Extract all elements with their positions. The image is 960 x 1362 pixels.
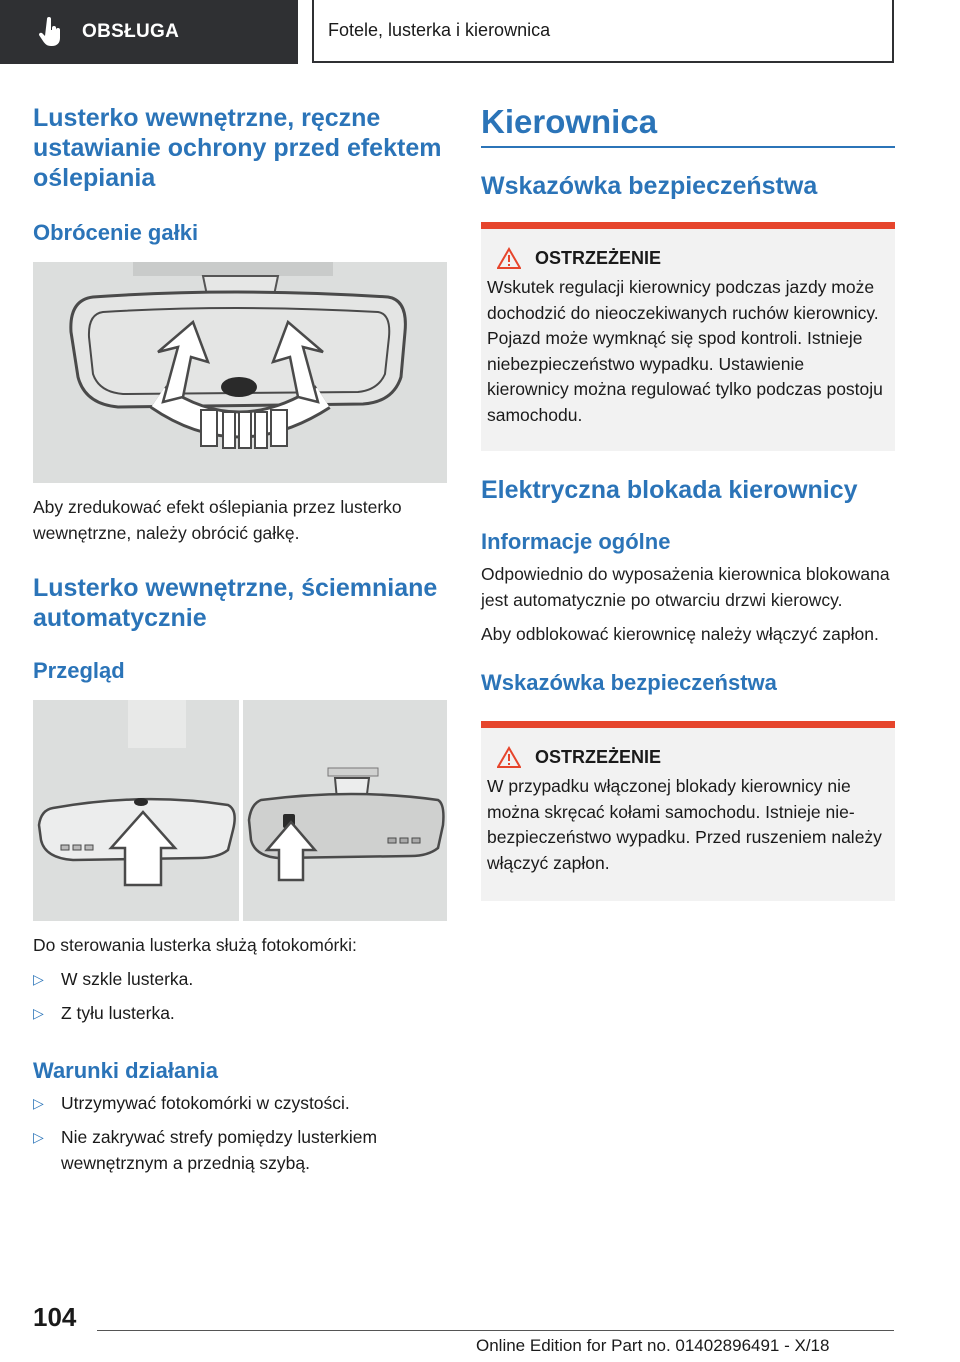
warning-box-2 — [481, 728, 895, 901]
paragraph-auto-lock: Odpowiednio do wyposażenia kierownica blokowana jest automatycznie po otwarciu drzwi kierowcy. — [481, 564, 890, 610]
triangle-bullet-icon: ▷ — [33, 971, 44, 987]
section-tab[interactable] — [0, 0, 298, 64]
pointing-hand-icon — [38, 17, 64, 47]
left-column — [33, 100, 447, 1184]
triangle-bullet-icon: ▷ — [33, 1005, 44, 1021]
warning-text: Wskutek regulacji kierownicy podczas jazdy może dochodzić do nieoczekiwanych ruchów kierownicy. Pojazd może wymknąć się spod kontroli. Istnieje niebezpieczeństwo wypadku. Ustawienie kierownicy można regulować tylko podczas postoju samochodu. — [487, 277, 883, 425]
list-item: ▷ Utrzymywać fotokomórki w czystości. — [33, 1090, 447, 1116]
warning-triangle-icon — [497, 746, 521, 768]
figure-auto-mirror — [33, 700, 447, 921]
heading-safety-note-2: Wskazówka bezpieczeństwa — [481, 670, 777, 695]
subheading-general-info: Informacje ogólne — [481, 529, 671, 554]
warning-bar — [481, 222, 895, 229]
warning-box-1 — [481, 229, 895, 451]
subheading-overview: Przegląd — [33, 658, 125, 683]
paragraph-reduce-glare: Aby zredukować efekt oślepiania przez lusterko wewnętrzne, należy obrócić gałkę. — [33, 497, 402, 543]
heading-steering-wheel: Kierownica — [481, 103, 658, 140]
heading-auto-dimming: Lusterko wewnętrzne, ściemniane automatycznie — [33, 574, 438, 632]
warning-triangle-icon — [497, 247, 521, 269]
subheading-operating-conditions: Warunki działania — [33, 1058, 219, 1083]
paragraph-unlock: Aby odblokować kierownicę należy włączyć zapłon. — [481, 624, 879, 644]
paragraph-photocells: Do sterowania lusterka służą fotokomórki: — [33, 935, 357, 955]
warning-title: OSTRZEŻENIE — [535, 746, 662, 767]
warning-title: OSTRZEŻENIE — [535, 247, 662, 268]
list-item: ▷ Z tyłu lusterka. — [33, 1000, 447, 1026]
list-operating-conditions — [33, 1090, 447, 1176]
warning-text: W przypadku włączonej blokady kierownicy nie można skręcać kołami samochodu. Istnieje niebezpieczeństwo wypadku. Przed ruszeniem należy włączyć zapłon. — [487, 776, 882, 873]
page-number: 104 — [33, 1302, 77, 1332]
footer-rule — [97, 1330, 894, 1331]
heading-manual-antiglare: Lusterko wewnętrzne, ręczne ustawianie ochrony przed efektem oślepiania — [33, 104, 442, 192]
right-column — [481, 100, 895, 901]
heading-rule — [481, 146, 895, 148]
list-photocell-locations — [33, 966, 447, 1026]
footer-edition: Online Edition for Part no. 01402896491 - X/18 — [476, 1336, 830, 1355]
heading-electric-steering-lock: Elektryczna blokada kierownicy — [481, 476, 858, 504]
section-label: OBSŁUGA — [82, 21, 180, 42]
list-item: ▷ W szkle lusterka. — [33, 966, 447, 992]
triangle-bullet-icon: ▷ — [33, 1095, 44, 1111]
figure-manual-mirror — [33, 262, 447, 483]
triangle-bullet-icon: ▷ — [33, 1129, 44, 1145]
chapter-title: Fotele, lusterka i kierownica — [312, 0, 894, 63]
warning-bar — [481, 721, 895, 728]
heading-safety-note-1: Wskazówka bezpieczeństwa — [481, 172, 818, 200]
list-item: ▷ Nie zakrywać strefy pomiędzy lusterkiem wewnętrznym a przednią szybą. — [33, 1124, 447, 1176]
subheading-turn-knob: Obrócenie gałki — [33, 220, 199, 245]
